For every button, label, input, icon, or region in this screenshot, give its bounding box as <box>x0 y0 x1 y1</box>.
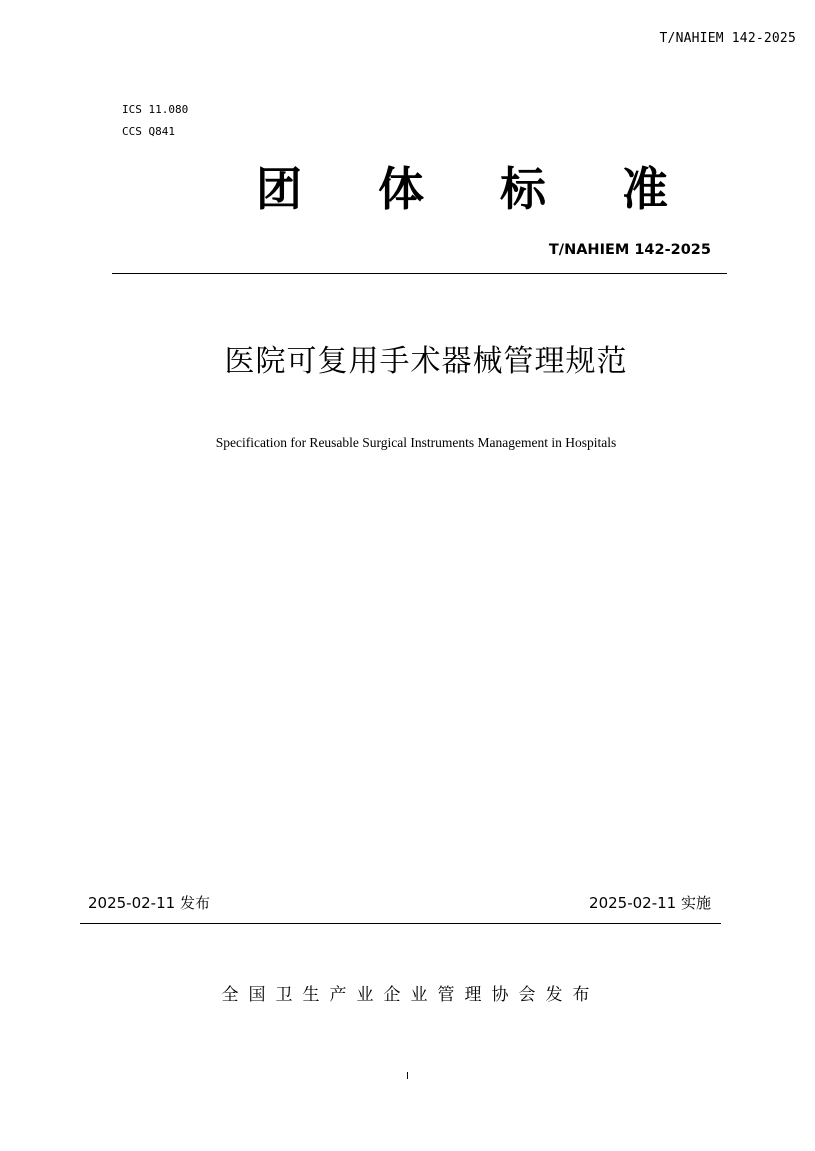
header-standard-code: T/NAHIEM 142-2025 <box>659 31 796 46</box>
standard-type-heading <box>256 160 676 220</box>
ccs-code: CCS Q841 <box>122 125 175 138</box>
page-number: I <box>406 1071 409 1082</box>
standard-type-char: 团 <box>256 162 302 216</box>
standard-type-char: 体 <box>378 162 424 216</box>
bottom-divider <box>80 923 721 924</box>
implementation-date: 2025-02-11 实施 <box>589 894 711 912</box>
ics-code: ICS 11.080 <box>122 103 189 116</box>
document-title-chinese: 医院可复用手术器械管理规范 <box>224 344 628 379</box>
publish-date: 2025-02-11 发布 <box>88 894 210 912</box>
standard-type-char: 准 <box>622 162 668 216</box>
standard-number: T/NAHIEM 142-2025 <box>548 242 711 258</box>
publisher-line: 全国卫生产业企业管理协会发布 <box>221 985 600 1005</box>
top-divider <box>112 273 727 274</box>
standard-type-char: 标 <box>500 162 546 216</box>
document-title-english: Specification for Reusable Surgical Instruments Management in Hospitals <box>215 435 617 450</box>
